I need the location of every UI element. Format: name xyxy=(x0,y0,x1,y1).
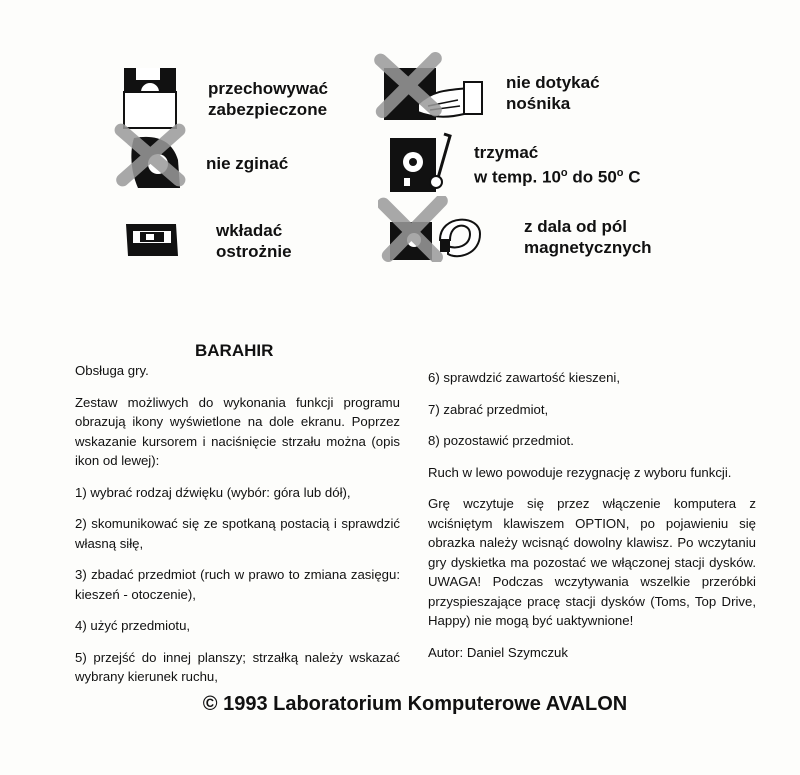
hand-touching-disk-icon xyxy=(378,60,486,126)
instructions-right-column xyxy=(428,368,756,674)
magnet-disk-icon xyxy=(384,204,484,270)
care-label-magnet: z dala od pól magnetycznych xyxy=(524,217,652,257)
care-label-bend: nie zginać xyxy=(206,153,289,173)
prohibited-cross-icon xyxy=(114,122,186,188)
bent-disk-icon xyxy=(120,130,192,196)
care-label-temp: trzymać w temp. 10$^o$ do 50$^o$ C xyxy=(474,143,641,187)
paragraph: 4) użyć przedmiotu, xyxy=(75,618,191,633)
prohibited-cross-icon xyxy=(372,52,444,118)
thermometer-disk-icon xyxy=(388,132,460,198)
care-label-touch: nie dotykać nośnika xyxy=(506,73,600,113)
disk-drive-icon xyxy=(122,208,194,274)
care-item-temp xyxy=(388,132,641,198)
paragraph: 7) zabrać przedmiot, xyxy=(428,401,549,417)
care-item-touch xyxy=(378,60,600,126)
paragraph: Grę wczytuje się przez włączenie komputera z wciśniętym klawiszem OPTION, po pojawieniu się obrazka należy wcisnąć dowolny klawisz. Po wczytaniu gry dyskietka ma pozostać we włączonej stacji dysków. UWAGA! Podczas wczytywania wszelkie przeróbki przyspieszające pracę stacji dysków (Toms, Top Drive, Happy) nie mogą być uaktywnione! xyxy=(428,496,756,628)
game-title: BARAHIR xyxy=(195,341,274,360)
author-line: Autor: Daniel Szymczuk xyxy=(428,644,568,660)
care-item-bend xyxy=(112,130,288,196)
paragraph: 8) pozostawić przedmiot. xyxy=(428,433,574,448)
paragraph: 3) zbadać przedmiot (ruch w prawo to zmiana zasięgu: kieszeń - otoczenie), xyxy=(75,567,400,602)
prohibited-cross-icon xyxy=(378,196,450,262)
paragraph: Obsługa gry. xyxy=(75,363,149,378)
care-label-store: przechowywać zabezpieczone xyxy=(208,79,328,119)
paragraph: 1) wybrać rodzaj dźwięku (wybór: góra lub dół), xyxy=(75,484,351,500)
paragraph: 2) skomunikować się ze spotkaną postacią i sprawdzić własną siłę, xyxy=(75,516,400,551)
care-item-magnet xyxy=(384,204,652,270)
care-item-insert xyxy=(122,208,292,274)
care-label-insert: wkładać ostrożnie xyxy=(216,221,292,261)
paragraph: Ruch w lewo powoduje rezygnację z wyboru funkcji. xyxy=(428,464,732,480)
paragraph: Zestaw możliwych do wykonania funkcji programu obrazują ikony wyświetlone na dole ekranu. Poprzez wskazanie kursorem i naciśnięcie strzału można (opis ikon od lewej): xyxy=(75,394,400,468)
copyright-footer: © 1993 Laboratorium Komputerowe AVALON xyxy=(202,693,628,715)
paragraph: 6) sprawdzić zawartość kieszeni, xyxy=(428,370,621,385)
instructions-left-column xyxy=(75,361,400,699)
paragraph: 5) przejść do innej planszy; strzałką należy wskazać wybrany kierunek ruchu, xyxy=(75,649,400,684)
